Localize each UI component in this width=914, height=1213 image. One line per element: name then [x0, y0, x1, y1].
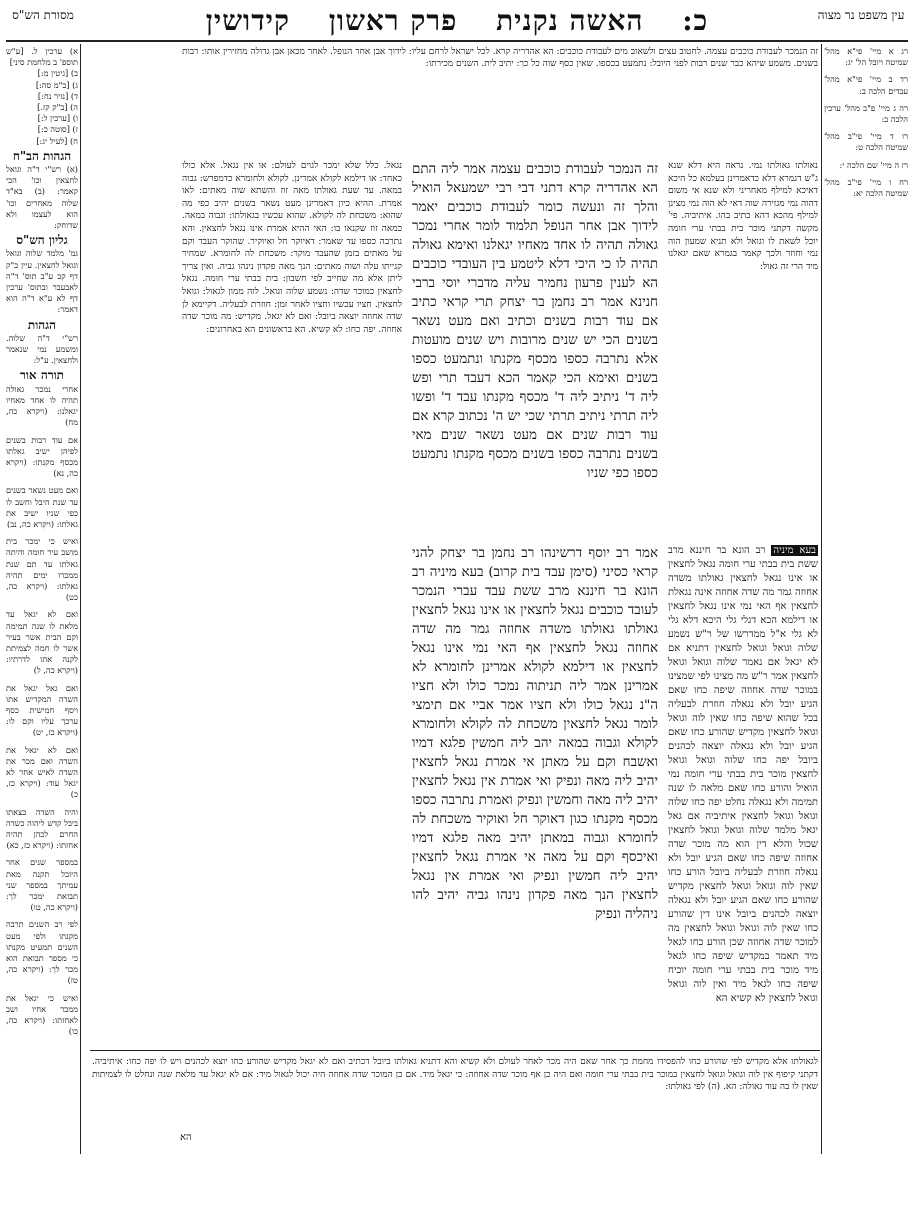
footnote-text: לגאולתו אלא מקדיש לפי שהורע כחו להפסידו מחמת כך אחר שאם היה מכר לאחר לעולם ולא קשיא והא דתניא גאולתו ביובל דכתיב ואם לא יגאל מקדיש שהורע כחו יוצא לכהנים ויש לו יפה כחו: איתיביה. דקתני קיפוף אין לוה וגואל וגואל לחצאין במוכר בית בבתי ערי חומה ואם היה כן אף מוכר שדה אחוזה: כי יגאל מיד. אם כן המוכר שדה אחוזה היה יכול לגאול מיד: אם לא יגאל עד מלאת שנה ונחלט לו לצמיתות שאין לו בה עוד גאולה: הא. (ה) לפי גאולתו:: [92, 1057, 818, 1093]
torah-or-item: ואיש כי ימכר בית מושב עיר חומה והיתה גאלתו עד תם שנת ממכרו ימים תהיה גאלתו: (ויקרא כה, כט): [6, 536, 78, 603]
footnote-rule: [90, 1050, 820, 1051]
ein-mishpat-label: עין משפט נר מצוה: [817, 8, 905, 22]
torah-or-item: במספר שנים אחר היובל תקנה מאת עמיתך במספר שני תבואת ימכר לך: (ויקרא כה, טו): [6, 857, 78, 913]
torah-or-item: אחרי נמכר גאולה תהיה לו אחד מאחיו יגאלנו: (ויקרא כה, מח): [6, 383, 78, 428]
torah-or-item: ואיש כי יגאל את ממכר אחיו ושב לאחזתו: (ויקרא כה, כו): [6, 992, 78, 1037]
masoret-item: א) ערכין ל. [ע"ש תוספ' ב מלחמת סיני]: [6, 46, 78, 68]
title-prefix: האשה נקנית: [496, 4, 644, 37]
highlighted-phrase: בעא מיניה: [773, 545, 816, 556]
ein-mishpat-item: רה ג מיי' פ"ב מהל' ערכין הלכה ב:: [824, 102, 908, 125]
rashi-column: נגאל. כלל שלא ימכר לגוים לעולם: או אין נגאל. אלא כולו כאחד: או דילמא לקולא אמרינן. לקולא ולחומרא כדמפרש: גבוה במאה. עד שעת גאולתו מאה זוז והשתא שוה מאתים: לאו אמרת. ההיא כיון דאמרינן מעט נשאר בשנים יהיב כפי מה שהוא: משכחת לה לקולא. שהוא עכשיו בגאולתו: וגבוה במאה. כמאה זוז שקנאו בו: האי ההיא אמרת אינו נגאל לחצאין. והא נתרבה כספו עד שאמר: דאיוקר חל ואיוקיר. שהוקר העבד וקם על מאתים בזמן שהעבד מוקר: משכחת לה לחומרא. שמחיר קנייתו עלה ושוה מאתים: הנך מאה פקדון נינהו גביה. ואין צריך ליתן אלא מה שחייב לפי חשבון: בית בבתי ערי חומה. נגאל לחצאין כמוכר שדה: נשמע שלוה וגואל. לוה ממון לגאול: וגואל לחצאין. חציו עכשיו וחציו לאחר זמן: חוזרת לבעליה. דקיימא לן שדה אחוזה יוצאה ביובל: ואם לא יגאל. מקדיש: מה מוכר שדה אחוזה. יפה כחו: לא קשיא. הא בראשונים הא באחרונים:: [182, 161, 402, 335]
torah-or-item: ואם מעט נשאר בשנים עד שנת היבל וחשב לו כפי שניו ישיב את גאלתו: (ויקרא כה, נב): [6, 485, 78, 529]
gemara-text-continued: [668, 544, 818, 1006]
masoret-column: [6, 46, 78, 1043]
torah-or-item: ואם לא יגאל את השדה ואם מכר את השדה לאיש אחר לא יגאל עוד: (ויקרא כז, כ): [6, 744, 78, 800]
ein-mishpat-item: רו ד מיי' פי"ב מהל' שמיטה הלכה ט:: [824, 131, 908, 153]
hagahot-text: רש"י ד"ה שלוה. ומשמע נמי שנאמר ולחצאין. ע"ל:: [6, 332, 78, 366]
rashi-top: זה הנמכר לעבודת כוכבים עצמה. לחטוב עצים ולשאוב מים לעבודת כוכבים: הא אהדריה קרא. לכל ישראל לרחם עליו: לידוך אבן אחר הנופל. לאחר מכאן אבן גדולה מחזירין אותו: רבות בשנים. משמע שיהא כבר שנים רבות לפני היובל: נתמעט בכספו. שאין כסף שוה כל כך: יתיב לית. השנים מכירתו:: [182, 47, 818, 69]
footer-catchword: הא: [180, 1132, 192, 1143]
tosafot-column: נאולתו גאולתו נמי. נראה היא דלא שנא ג"ש דגמרא דלא כדאמרינן בעלמא כל היכא דאיכא למילף מאחריני ולא שנא אי משום דהוה נמי מגזירה שוה דאי לא הוה נמי מצינן למילף מהכא דהא כתיב בהו. איתיביה. פי' מקשה דקתני מוכר בית בבתי ערי חומה יוכל לשאת לו וגואל ולא תניא שמעון הוה נמי וחוזר ולכך קאמר בגמרא שאם יגאלנו מיד הרי זה גאול:: [668, 161, 818, 272]
torah-or-item: ואם לא יגאל עד מלאת לו שנה תמימה וקם הבית אשר בעיר אשר לו חמה לצמיתת לקנה אתו לדרתיו: (ויקרא כה, ל): [6, 609, 78, 676]
hagahot-habach-title: הגהות הב"ח: [12, 148, 72, 163]
gemara-text-middle: אמר רב יוסף דרשינהו רב נחמן בר יצחק להני קראי כסיני (סימן עבד בית קרוב) בעא מיניה רב הונא בר חיננא מרב ששת עבד עברי הנמכר לעובד כוכבים נגאל לחצאין או אינו נגאל לחצאין גאולתו גאולתו משדה אחוזה גמר מה שדה אחוזה נגאל לחצאין אף האי נמי אינו נגאל לחצאין או דילמא לקולא אמרינן לחומרא לא אמרינן אמר ליה תניתוה נמכר כולו ולא חציו ה"נ נגאל כולו ולא חציו אמר אביי אם תימצי לומר נגאל לחצאין משכחת לה לקולא ולחומרא לקולא וגבוה במאה יהב ליה חמשין פלגא דמיו ואשבח וקם על מאתן אי אמרת נגאל לחצאין יהיב ליה מאה ונפיק ואי אמרת אין נגאל לחצאין יהיב ליה מאה וחמשין ונפיק ואמרת נתרבה כספו מכסף מקנתו כגון דאוקר חל ואוקיר משכחת לה לחומרא וגבוה במאתן יהיב מאה פלגא דמיו ואיכסף וקם על מאה אי אמרת נגאל לחצאין יהיב ליה חמשין ונפיק ואי אמרת אין נגאל לחצאין הנך מאה פקדון נינהו גביה יהיב להו ניהליה ונפיק: [412, 546, 658, 922]
hagahot-title: הגהות: [27, 317, 57, 332]
masoret-item: ו) [ערכין ל:]: [37, 113, 78, 124]
torah-or-title: תורה אור: [19, 368, 65, 383]
torah-or-item: לפי רב השנים תרבה מקנתו ולפי מעט השנים תמעיט מקנתו כי מספר תבואת הוא מכר לך: (ויקרא כה, טז): [6, 919, 78, 986]
masoret-label: מסורת הש"ס: [12, 8, 74, 22]
gemara-text-top: זה הנמכר לעבודת כוכבים עצמה אמר ליה התם הא אהדריה קרא דתני דבי רבי ישמעאל הואיל והלך זה ונעשה כומר לעבודת כוכבים יאמר לידוך אבן אחר הנופל תלמוד לומר אחרי נמכר גאולה תהיה לו אחד מאחיו יגאלנו ואימא גאולה תהיה לו כי היכי דלא ליטמע בין העובדי כוכבים הא לענין פרעון נחמיר עליה מדברי יוסי ברבי חנינא אמר רב נחמן בר יצחק תרי קראי כתיב אם עוד רבות בשנים וכתיב ואם מעט נשאר בשנים הכי יש שנים מרובות ויש שנים מועטות אלא נתרבה כספו מכסף מקנתו ונתמעט כספו בשנים ואימא הכי קאמר הכא דעבד תרי ופש ליה ד' ניתיב ליה ד' מכסף מקנתו עבד ד' ופשו ליה תרתי ניתיב תרתי שכי יש ה' נכתוב קרא אם עוד רבות שנים אם מעט נשאר שנים מאי בשנים נתרבה כספו בשנים מכסף מקנתו נתמעט כספו כפי שניו: [412, 162, 658, 481]
masoret-item: ב) [גיטין מ:]: [37, 68, 78, 79]
torah-or-item: אם עוד רבות בשנים לפיהן ישיב גאלתו מכסף מקנתו: (ויקרא כה, נא): [6, 434, 78, 479]
ein-mishpat-item: רח ו מיי' פי"ב מהל' שמיטה הלכה יא:: [824, 176, 908, 199]
page-header: [0, 4, 914, 38]
gilyon-text: גמ' מלמד שלוה וגואל וגואל לחצאין. עיין ב"ק דף קב ע"ב תוס' ד"ה לאבעבר ובתוס' ערכין דף לא ע"א ד"ה הוא דאמר:: [6, 248, 78, 315]
masoret-item: ג) [ב"מ סה:]: [35, 79, 78, 90]
masoret-item: ה) [ב"ק קז.]: [37, 102, 78, 113]
header-rule: [6, 40, 908, 42]
ein-mishpat-column: [824, 46, 908, 205]
ein-mishpat-item: רז ה מיי' שם הלכה י:: [839, 159, 908, 170]
right-column-rule: [821, 44, 822, 1154]
gemara-text-lower: רב הונא בר חיננא מרב ששת בית בבתי ערי חומה נגאל לחצאין או אינו נגאל לחצאין גאולתו משדה אחוזה גמר מה שדה אחוזה אינה נגאלת לחצאין אף האי נמי אינו נגאל לחצאין או דילמא הכא דגלי גלי היכא דלא גלי לא גלי א"ל ממדרשו של ר"ש נשמע שלוה וגואל וגואל לחצאין דתניא אם לא יגאל אם נאמר שלוה וגואל וגואל לחצאין אמר ר"ש מה מצינו לפי שמצינו במוכר שדה אחוזה שיפה כחו שאם הגיע יובל ולא נגאלה חוזרת לבעליה בכל שהוא שיפה כחו שאין לוה וגואל וגואל לחצאין מקדיש שהורע כחו שאם הגיע יובל ולא נגאלה יוצאה לכהנים ביובל יפה כחו שלוה וגואל וגואל לחצאין מוכר בית בבתי ערי חומה נמי הואיל והורע כחו שאם מלאה לו שנה תמימה ולא נגאלה נחלט יפה כחו שלוה וגואל וגואל לחצאין איתיביה אם גאל יגאל מלמד שלוה וגואל וגואל לחצאין שכול והלא דין הוא מה מוכר שדה אחוזה שיפה כחו שאם הגיע יובל ולא נגאלה חוזרת לבעליה ביובל הורע כחו שאין לוה וגואל וגואל לחצאין מקדיש שהורע כחו שאם הגיע יובל ולא נגאלה יוצאה לכהנים ביובל אינו דין שהורע כחו שאין לוה וגואל וגואל לחצאין מה למוכר שדה אחוזה שכן הורע כחו לגאל מיד תאמר במקדיש שיפה כחו לגאל מיד מוכר בית בבתי ערי חומה יוכיח שיפה כחו לגאל מיד ואין לוה וגואל וגואל לחצאין לא קשיא הא: [667, 545, 818, 1004]
masoret-item: ד) [נזיר נח:]: [37, 90, 78, 101]
torah-or-item: והיה השדה בצאתו ביבל קדש ליהוה כשדה החרם לכהן תהיה אחזתו: (ויקרא כז, כא): [6, 806, 78, 851]
daf-number: כ:: [682, 4, 709, 37]
masoret-item: ז) [סוטה כ:]: [37, 124, 78, 135]
torah-or-item: ואם גאל יגאל את השדה המקדיש אתו ויסף חמישית כסף ערכך עליו וקם לו: (ויקרא כז, יט): [6, 682, 78, 738]
left-column-rule: [80, 44, 81, 1154]
ein-mishpat-item: רג א מיי' פי"א מהל' שמיטה ויובל הל' יג:: [824, 46, 908, 68]
masoret-item: ח) [לעיל יג:]: [36, 135, 78, 146]
ein-mishpat-item: רד ב מיי' פי"א מהל' עבדים הלכה ב:: [824, 74, 908, 96]
tractate-name: קידושין: [205, 4, 291, 37]
hagahot-habach-text: (א) רש"י ד"ה וגואל לחצאין וכו' הכי קאמר: (ב) בא"ד שלוה מאחרים וכו' הוא לעצמו ולא שדוחק:: [6, 164, 78, 231]
gilyon-title: גליון הש"ס: [16, 233, 68, 248]
chapter-name: פרק ראשון: [328, 4, 458, 37]
